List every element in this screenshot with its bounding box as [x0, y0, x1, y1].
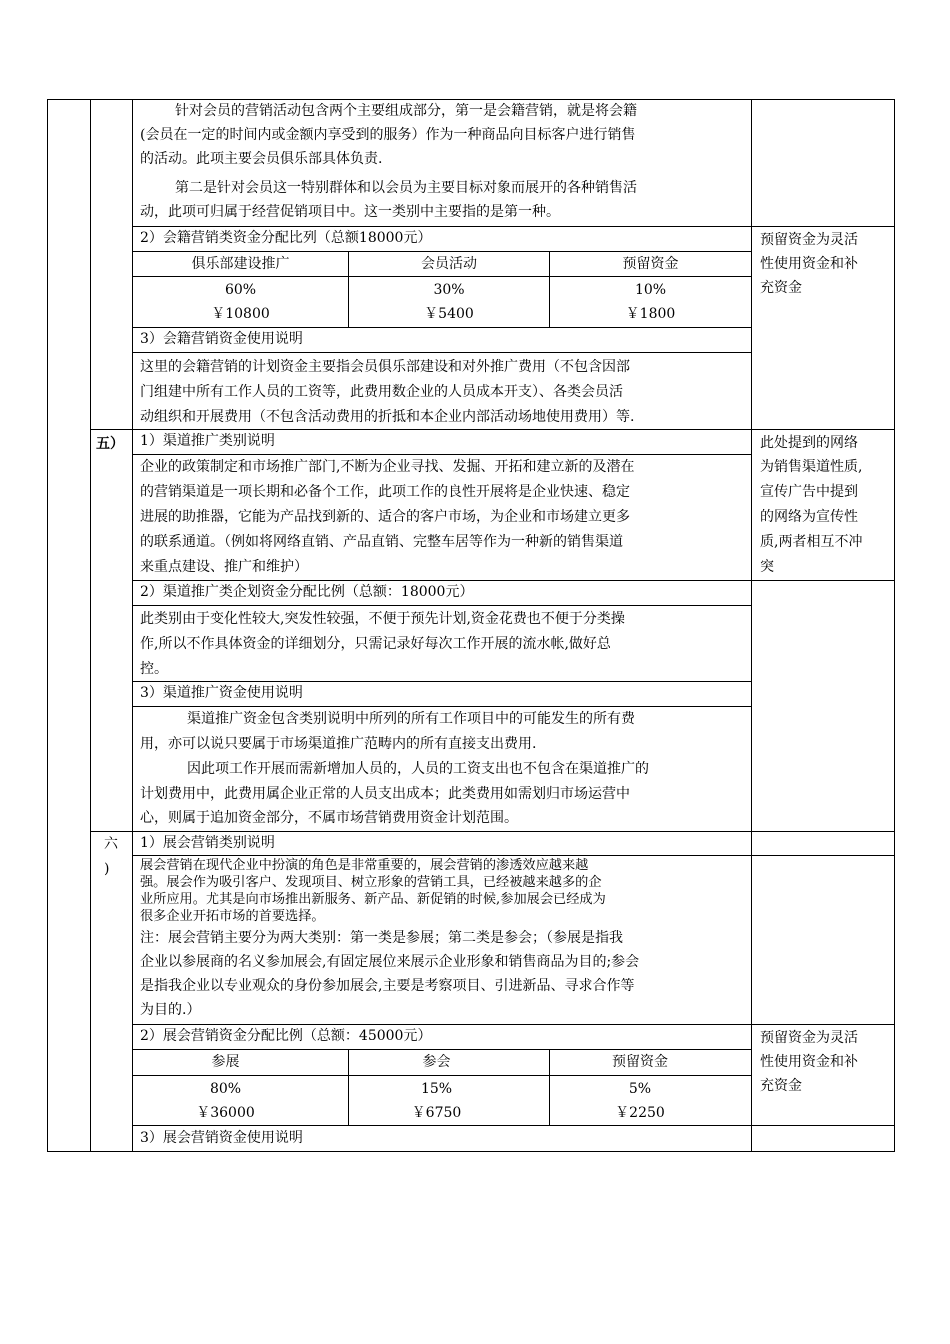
remark-line: 充资金	[760, 280, 802, 296]
alloc-amount: ￥1800	[625, 306, 676, 322]
note-line: 是指我企业以专业观众的身份参加展会,主要是考察项目、引进新品、寻求合作等	[140, 978, 635, 994]
remark-line: 充资金	[760, 1078, 802, 1094]
paragraph-line: 心，则属于追加资金部分，不属市场营销费用资金计划范围。	[140, 810, 518, 826]
section-number: )	[104, 861, 110, 877]
alloc-percent: 15%	[420, 1081, 453, 1097]
alloc-percent: 5%	[628, 1081, 652, 1097]
paragraph-line: 渠道推广资金包含类别说明中所列的所有工作项目中的可能发生的所有费	[187, 711, 635, 727]
paragraph-line: 动组织和开展费用（不包含活动费用的折抵和本企业内部活动场地使用费用）等.	[140, 409, 635, 425]
section-number: 六	[104, 836, 118, 852]
alloc-header: 预留资金	[612, 1054, 668, 1070]
alloc-header: 会员活动	[421, 256, 477, 272]
alloc-header: 参展	[211, 1054, 240, 1070]
remark-line: 的网络为宣传性	[760, 509, 858, 525]
alloc-header: 俱乐部建设推广	[191, 256, 290, 272]
remark-line: 预留资金为灵活	[760, 232, 858, 248]
remark-line: 预留资金为灵活	[760, 1030, 858, 1046]
row-line	[132, 1075, 752, 1076]
paragraph-line: 展会营销在现代企业中扮演的角色是非常重要的，展会营销的渗透效应越来越	[140, 858, 589, 873]
alloc-amount: ￥6750	[411, 1105, 462, 1121]
paragraph-line: 业所应用。尤其是向市场推出新服务、新产品、新促销的时候,参加展会已经成为	[140, 892, 606, 907]
col-line-1	[90, 99, 91, 1152]
paragraph-line: 强。展会作为吸引客户、发现项目、树立形象的营销工具，已经被越来越多的企	[140, 875, 602, 890]
col-line-3	[751, 99, 752, 1152]
table-border-right	[894, 99, 895, 1152]
section-heading: 1）展会营销类别说明	[140, 835, 275, 851]
paragraph-line: 的联系通道。（例如将网络直销、产品直销、完整车居等作为一种新的销售渠道	[140, 534, 623, 550]
paragraph-line: 用，亦可以说只要属于市场渠道推广范畴内的所有直接支出费用.	[140, 736, 537, 752]
paragraph-line: 门组建中所有工作人员的工资等，此费用数企业的人员成本开支）、各类会员活	[140, 384, 623, 400]
paragraph-line: 的活动。此项主要会员俱乐部具体负责.	[140, 151, 383, 167]
section-heading: 1）渠道推广类别说明	[140, 433, 275, 449]
section-heading: 3）渠道推广资金使用说明	[140, 685, 303, 701]
paragraph-line: 进展的助推器，它能为产品找到新的、适合的客户市场，为企业和市场建立更多	[140, 509, 630, 525]
paragraph-line: 这里的会籍营销的计划资金主要指会员俱乐部建设和对外推广费用（不包含因部	[140, 359, 630, 375]
remark-line: 突	[760, 559, 774, 575]
alloc-percent: 80%	[209, 1081, 242, 1097]
paragraph-line: 控。	[140, 661, 168, 677]
paragraph-line: 动，此项可归属于经营促销项目中。这一类别中主要指的是第一种。	[140, 204, 560, 220]
remark-line: 宣传广告中提到	[760, 484, 858, 500]
alloc-percent: 30%	[433, 282, 465, 298]
alloc-amount: ￥5400	[424, 306, 474, 322]
paragraph-line: 来重点建设、推广和维护）	[140, 559, 308, 575]
paragraph-line: 因此项工作开展而需新增加人员的，人员的工资支出也不包含在渠道推广的	[187, 761, 649, 777]
section-heading: 2）展会营销资金分配比例（总额：45000元）	[140, 1028, 432, 1044]
row-line	[132, 605, 752, 606]
paragraph-line: 第二是针对会员这一特别群体和以会员为主要目标对象而展开的各种销售活	[175, 180, 637, 196]
paragraph-line: 企业的政策制定和市场推广部门,不断为企业寻找、发掘、开拓和建立新的及潜在	[140, 459, 635, 475]
note-line: 企业以参展商的名义参加展会,有固定展位来展示企业形象和销售商品为目的;参会	[140, 954, 640, 970]
alloc-amount: ￥36000	[196, 1105, 255, 1121]
paragraph-line: 此类别由于变化性较大,突发性较强，不便于预先计划,资金花费也不便于分类操	[140, 611, 625, 627]
note-line: 注：展会营销主要分为两大类别：第一类是参展；第二类是参会；（参展是指我	[140, 930, 623, 946]
paragraph-line: 计划费用中，此费用属企业正常的人员支出成本；此类费用如需划归市场运营中	[140, 786, 630, 802]
remark-line: 为销售渠道性质,	[760, 459, 863, 475]
row-line	[132, 855, 895, 856]
alloc-percent: 10%	[634, 282, 667, 298]
row-line	[132, 276, 752, 277]
table-border-left	[47, 99, 48, 1152]
note-line: 为目的.）	[140, 1002, 201, 1018]
row-line	[132, 352, 752, 353]
remark-line: 性使用资金和补	[760, 256, 858, 272]
table-border-bottom	[47, 1151, 895, 1152]
remark-line: 此处提到的网络	[760, 435, 858, 451]
section-heading: 2）渠道推广类企划资金分配比例（总额：18000元）	[140, 584, 474, 600]
section-heading: 2）会籍营销类资金分配比列（总额18000元）	[140, 230, 432, 246]
remark-line: 质,两者相互不冲	[760, 534, 863, 550]
paragraph-line: 作,所以不作具体资金的详细划分，只需记录好每次工作开展的流水帐,做好总	[140, 636, 611, 652]
alloc-percent: 60%	[224, 282, 257, 298]
paragraph-line: 很多企业开拓市场的首要选择。	[140, 909, 325, 924]
paragraph-line: 的营销渠道是一项长期和必备个工作，此项工作的良性开展将是企业快速、稳定	[140, 484, 630, 500]
paragraph-line: (会员在一定的时间内或金额内享受到的服务）作为一种商品向目标客户进行销售	[140, 127, 636, 143]
section-heading: 3）会籍营销资金使用说明	[140, 331, 303, 347]
paragraph-line: 针对会员的营销活动包含两个主要组成部分，第一是会籍营销，就是将会籍	[175, 103, 637, 119]
section-heading: 3）展会营销资金使用说明	[140, 1130, 303, 1146]
alloc-amount: ￥10800	[211, 306, 270, 322]
remark-line: 性使用资金和补	[760, 1054, 858, 1070]
alloc-amount: ￥2250	[615, 1105, 665, 1121]
alloc-header: 预留资金	[622, 256, 679, 272]
alloc-header: 参会	[422, 1054, 451, 1070]
section-number: 五）	[96, 436, 124, 452]
